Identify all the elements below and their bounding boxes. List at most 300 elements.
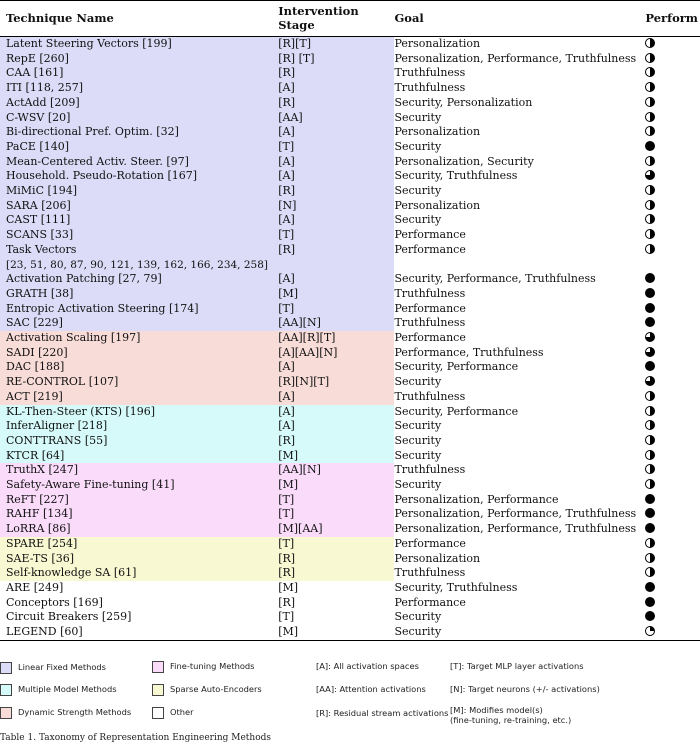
cell-technique-name	[0, 478, 278, 493]
table-row	[0, 375, 700, 390]
cell-performance	[645, 625, 700, 640]
legend-label-sae: Sparse Auto-Encoders	[170, 684, 262, 694]
performance-indicator-icon	[645, 347, 655, 357]
performance-indicator-icon	[645, 67, 655, 77]
cell-goal: Personalization	[394, 125, 481, 139]
cell-goal: Performance	[394, 331, 466, 345]
table-row	[0, 66, 700, 81]
legend-item-sae	[152, 684, 262, 696]
technique-name: RAHF [134]	[6, 507, 73, 521]
technique-name: SCANS [33]	[6, 228, 74, 242]
cell-goal: Personalization, Performance, Truthfulness	[394, 522, 637, 536]
cell-technique-name	[0, 316, 278, 331]
cell-performance	[645, 360, 700, 375]
cell-performance	[645, 405, 700, 420]
cell-performance	[645, 375, 700, 390]
cell-performance	[645, 213, 700, 228]
technique-name: ReFT [227]	[6, 492, 69, 506]
cell-performance	[645, 610, 700, 625]
cell-technique-name	[0, 405, 278, 420]
cell-goal: Security	[394, 139, 442, 153]
performance-indicator-icon	[645, 273, 655, 283]
performance-indicator-icon	[645, 170, 655, 180]
cell-intervention-stage: [A]	[278, 419, 394, 434]
cell-performance	[645, 37, 700, 52]
legend-swatch-sae	[152, 684, 164, 696]
technique-name: CAA [161]	[6, 66, 64, 80]
table-row	[0, 52, 700, 67]
legend-swatch-finetune	[152, 661, 164, 673]
cell-performance	[645, 449, 700, 464]
cell-technique-name	[0, 243, 278, 272]
legend-code-m: [M]: Modifies model(s)	[450, 705, 543, 715]
legend-code-a: [A]: All activation spaces	[316, 661, 419, 671]
cell-intervention-stage: [R]	[278, 552, 394, 567]
technique-name: DAC [188]	[6, 360, 65, 374]
cell-technique-name	[0, 434, 278, 449]
cell-performance	[645, 566, 700, 581]
cell-technique-name	[0, 566, 278, 581]
cell-goal: Performance	[394, 301, 466, 315]
performance-indicator-icon	[645, 553, 655, 563]
performance-indicator-icon	[645, 435, 655, 445]
cell-goal: Security	[394, 625, 442, 639]
cell-goal: Truthfulness	[394, 286, 466, 300]
table-row	[0, 96, 700, 111]
cell-performance	[645, 581, 700, 596]
technique-name: Self-knowledge SA [61]	[6, 566, 137, 580]
cell-performance	[645, 184, 700, 199]
table-row	[0, 184, 700, 199]
table-row	[0, 140, 700, 155]
table-row	[0, 302, 700, 317]
cell-technique-name	[0, 537, 278, 552]
cell-goal: Truthfulness	[394, 81, 466, 95]
technique-name: SAC [229]	[6, 316, 63, 330]
cell-intervention-stage: [R]	[278, 566, 394, 581]
table-row	[0, 596, 700, 611]
table-row	[0, 566, 700, 581]
cell-performance	[645, 390, 700, 405]
table-row	[0, 228, 700, 243]
legend-code-n: [N]: Target neurons (+/- activations)	[450, 684, 600, 694]
cell-goal: Security, Performance, Truthfulness	[394, 272, 596, 286]
table-row	[0, 316, 700, 331]
performance-indicator-icon	[645, 112, 655, 122]
table-row	[0, 111, 700, 126]
cell-technique-name	[0, 419, 278, 434]
performance-indicator-icon	[645, 420, 655, 430]
cell-performance	[645, 272, 700, 287]
technique-name: ActAdd [209]	[6, 95, 80, 109]
performance-indicator-icon	[645, 376, 655, 386]
technique-name: Activation Scaling [197]	[6, 331, 141, 345]
cell-goal: Performance	[394, 228, 466, 242]
cell-performance	[645, 199, 700, 214]
table-row	[0, 507, 700, 522]
cell-technique-name	[0, 390, 278, 405]
performance-indicator-icon	[645, 288, 655, 298]
technique-name: SADI [220]	[6, 345, 68, 359]
technique-name: Activation Patching [27, 79]	[6, 272, 162, 286]
performance-indicator-icon	[645, 53, 655, 63]
cell-performance	[645, 537, 700, 552]
legend-code-t: [T]: Target MLP layer activations	[450, 661, 584, 671]
cell-intervention-stage: [M]	[278, 581, 394, 596]
cell-intervention-stage: [A]	[278, 81, 394, 96]
performance-indicator-icon	[645, 361, 655, 371]
cell-technique-name	[0, 596, 278, 611]
cell-goal: Performance, Truthfulness	[394, 345, 544, 359]
performance-indicator-icon	[645, 494, 655, 504]
legend-code-r: [R]: Residual stream activations	[316, 708, 449, 718]
cell-technique-name	[0, 96, 278, 111]
table-row	[0, 331, 700, 346]
performance-indicator-icon	[645, 229, 655, 239]
cell-technique-name	[0, 169, 278, 184]
table-row	[0, 346, 700, 361]
table-row	[0, 463, 700, 478]
performance-indicator-icon	[645, 126, 655, 136]
cell-intervention-stage: [R]	[278, 243, 394, 272]
cell-technique-name	[0, 199, 278, 214]
cell-goal: Personalization	[394, 37, 481, 50]
header-goal: Goal	[394, 11, 424, 25]
technique-name: Household. Pseudo-Rotation [167]	[6, 169, 198, 183]
cell-performance	[645, 478, 700, 493]
table-row	[0, 155, 700, 170]
technique-citations: [23, 51, 80, 87, 90, 121, 139, 162, 166, 234, 258]	[6, 258, 268, 271]
cell-technique-name	[0, 610, 278, 625]
technique-name: RepE [260]	[6, 51, 69, 65]
cell-goal: Security	[394, 478, 442, 492]
cell-technique-name	[0, 213, 278, 228]
cell-technique-name	[0, 140, 278, 155]
cell-intervention-stage: [A]	[278, 169, 394, 184]
legend-code-aa: [AA]: Attention activations	[316, 684, 426, 694]
cell-intervention-stage: [T]	[278, 493, 394, 508]
table-row	[0, 360, 700, 375]
cell-intervention-stage: [A]	[278, 125, 394, 140]
cell-goal: Security	[394, 448, 442, 462]
cell-technique-name	[0, 581, 278, 596]
table-row	[0, 81, 700, 96]
cell-technique-name	[0, 552, 278, 567]
cell-performance	[645, 316, 700, 331]
legend-label-finetune: Fine-tuning Methods	[170, 661, 255, 671]
performance-indicator-icon	[645, 567, 655, 577]
cell-technique-name	[0, 346, 278, 361]
cell-intervention-stage: [AA][N]	[278, 316, 394, 331]
technique-name: C-WSV [20]	[6, 110, 71, 124]
table-row	[0, 213, 700, 228]
cell-performance	[645, 463, 700, 478]
cell-goal: Personalization, Security	[394, 154, 534, 168]
cell-intervention-stage: [A]	[278, 405, 394, 420]
cell-performance	[645, 493, 700, 508]
cell-technique-name	[0, 463, 278, 478]
legend-swatch-dynamic	[0, 707, 12, 719]
technique-name: SARA [206]	[6, 198, 71, 212]
cell-performance	[645, 169, 700, 184]
cell-technique-name	[0, 302, 278, 317]
cell-technique-name	[0, 81, 278, 96]
cell-performance	[645, 346, 700, 361]
technique-name: Entropic Activation Steering [174]	[6, 301, 199, 315]
cell-goal: Performance	[394, 536, 466, 550]
cell-goal: Security	[394, 375, 442, 389]
performance-indicator-icon	[645, 317, 655, 327]
cell-performance	[645, 552, 700, 567]
cell-technique-name	[0, 184, 278, 199]
legend-item-finetune	[152, 661, 255, 673]
performance-indicator-icon	[645, 332, 655, 342]
cell-intervention-stage: [R] [T]	[278, 52, 394, 67]
cell-intervention-stage: [M]	[278, 449, 394, 464]
performance-indicator-icon	[645, 597, 655, 607]
cell-goal: Security	[394, 610, 442, 624]
performance-indicator-icon	[645, 479, 655, 489]
cell-intervention-stage: [M]	[278, 625, 394, 640]
table-row	[0, 243, 700, 272]
legend	[0, 652, 640, 732]
cell-goal: Security	[394, 433, 442, 447]
table-row	[0, 449, 700, 464]
cell-technique-name	[0, 66, 278, 81]
cell-technique-name	[0, 360, 278, 375]
cell-intervention-stage: [M][AA]	[278, 522, 394, 537]
cell-performance	[645, 96, 700, 111]
cell-intervention-stage: [A]	[278, 390, 394, 405]
technique-name: KTCR [64]	[6, 448, 65, 462]
table-row	[0, 434, 700, 449]
cell-performance	[645, 52, 700, 67]
performance-indicator-icon	[645, 508, 655, 518]
legend-item-multiple	[0, 684, 117, 696]
cell-intervention-stage: [T]	[278, 302, 394, 317]
cell-technique-name	[0, 493, 278, 508]
technique-name: RE-CONTROL [107]	[6, 375, 119, 389]
cell-technique-name	[0, 228, 278, 243]
performance-indicator-icon	[645, 303, 655, 313]
performance-indicator-icon	[645, 244, 655, 254]
legend-swatch-multiple	[0, 684, 12, 696]
cell-intervention-stage: [AA][R][T]	[278, 331, 394, 346]
cell-goal: Personalization, Performance, Truthfulness	[394, 507, 637, 521]
cell-intervention-stage: [AA][N]	[278, 463, 394, 478]
cell-technique-name	[0, 375, 278, 390]
cell-intervention-stage: [M]	[278, 478, 394, 493]
cell-technique-name	[0, 272, 278, 287]
header-technique-name: Technique Name	[6, 11, 114, 25]
technique-name: MiMiC [194]	[6, 184, 78, 198]
table-row	[0, 419, 700, 434]
cell-technique-name	[0, 507, 278, 522]
technique-name: CAST [111]	[6, 213, 71, 227]
cell-performance	[645, 81, 700, 96]
cell-performance	[645, 419, 700, 434]
cell-performance	[645, 140, 700, 155]
technique-name: ITI [118, 257]	[6, 81, 84, 95]
cell-technique-name	[0, 52, 278, 67]
cell-performance	[645, 507, 700, 522]
performance-indicator-icon	[645, 185, 655, 195]
technique-name: SAE-TS [36]	[6, 551, 74, 565]
cell-goal: Security, Truthfulness	[394, 169, 518, 183]
cell-performance	[645, 302, 700, 317]
performance-indicator-icon	[645, 450, 655, 460]
technique-name: GRATH [38]	[6, 286, 74, 300]
performance-indicator-icon	[645, 97, 655, 107]
table-row	[0, 287, 700, 302]
cell-intervention-stage: [AA]	[278, 111, 394, 126]
performance-indicator-icon	[645, 626, 655, 636]
cell-performance	[645, 331, 700, 346]
performance-indicator-icon	[645, 523, 655, 533]
performance-indicator-icon	[645, 406, 655, 416]
table-row	[0, 522, 700, 537]
cell-intervention-stage: [A]	[278, 155, 394, 170]
cell-intervention-stage: [T]	[278, 228, 394, 243]
cell-intervention-stage: [R][N][T]	[278, 375, 394, 390]
cell-goal: Performance	[394, 595, 466, 609]
cell-goal: Security, Truthfulness	[394, 581, 518, 594]
table-row	[0, 625, 700, 640]
cell-intervention-stage: [A]	[278, 213, 394, 228]
technique-name: KL-Then-Steer (KTS) [196]	[6, 404, 156, 418]
cell-technique-name	[0, 625, 278, 640]
legend-code-m-detail: (fine-tuning, re-training, etc.)	[450, 715, 572, 725]
cell-technique-name	[0, 155, 278, 170]
technique-name: PaCE [140]	[6, 139, 69, 153]
technique-name: Safety-Aware Fine-tuning [41]	[6, 478, 175, 492]
cell-intervention-stage: [R]	[278, 434, 394, 449]
legend-item-other	[152, 707, 194, 719]
legend-swatch-other	[152, 707, 164, 719]
cell-technique-name	[0, 111, 278, 126]
technique-name: LoRRA [86]	[6, 522, 71, 536]
cell-intervention-stage: [R][T]	[278, 37, 394, 52]
cell-performance	[645, 596, 700, 611]
cell-intervention-stage: [T]	[278, 140, 394, 155]
cell-goal: Personalization	[394, 551, 481, 565]
technique-name: Circuit Breakers [259]	[6, 610, 132, 624]
cell-goal: Security, Personalization	[394, 95, 533, 109]
cell-performance	[645, 66, 700, 81]
performance-indicator-icon	[645, 156, 655, 166]
cell-intervention-stage: [A]	[278, 272, 394, 287]
table-row	[0, 37, 700, 52]
cell-goal: Security, Performance	[394, 404, 519, 418]
table-row	[0, 169, 700, 184]
technique-name: Latent Steering Vectors [199]	[6, 37, 172, 50]
performance-indicator-icon	[645, 214, 655, 224]
table-row	[0, 537, 700, 552]
performance-indicator-icon	[645, 391, 655, 401]
cell-intervention-stage: [R]	[278, 96, 394, 111]
cell-performance	[645, 287, 700, 302]
technique-name: Bi-directional Pref. Optim. [32]	[6, 125, 179, 139]
cell-technique-name	[0, 522, 278, 537]
cell-goal: Truthfulness	[394, 66, 466, 80]
table-body	[0, 37, 700, 641]
performance-indicator-icon	[645, 82, 655, 92]
table-row	[0, 610, 700, 625]
table-row	[0, 581, 700, 596]
table-row	[0, 390, 700, 405]
cell-goal: Personalization, Performance	[394, 492, 559, 506]
table-header-row	[0, 1, 700, 37]
performance-indicator-icon	[645, 38, 655, 48]
cell-intervention-stage: [T]	[278, 610, 394, 625]
cell-performance	[645, 243, 700, 272]
cell-performance	[645, 125, 700, 140]
performance-indicator-icon	[645, 464, 655, 474]
cell-goal: Truthfulness	[394, 316, 466, 330]
cell-goal: Security	[394, 419, 442, 433]
cell-technique-name	[0, 125, 278, 140]
technique-name: InferAligner [218]	[6, 419, 108, 433]
technique-name: Task Vectors	[6, 242, 77, 256]
cell-performance	[645, 522, 700, 537]
technique-name: LEGEND [60]	[6, 625, 83, 639]
cell-goal: Personalization, Performance, Truthfulness	[394, 51, 637, 65]
cell-goal: Security	[394, 213, 442, 227]
cell-technique-name	[0, 37, 278, 52]
technique-name: CONTTRANS [55]	[6, 433, 108, 447]
technique-name: ACT [219]	[6, 389, 63, 403]
table-row	[0, 125, 700, 140]
cell-goal: Security	[394, 110, 442, 124]
performance-indicator-icon	[645, 582, 655, 592]
table-caption: Table 1. Taxonomy of Representation Engineering Methods	[0, 733, 272, 743]
cell-intervention-stage: [T]	[278, 537, 394, 552]
technique-name: ARE [249]	[6, 581, 64, 594]
table-row	[0, 405, 700, 420]
technique-name: Mean-Centered Activ. Steer. [97]	[6, 154, 189, 168]
cell-performance	[645, 155, 700, 170]
performance-indicator-icon	[645, 611, 655, 621]
cell-goal: Truthfulness	[394, 463, 466, 477]
cell-goal: Performance	[394, 242, 466, 256]
header-performance: Perform	[645, 11, 698, 25]
cell-intervention-stage: [R]	[278, 66, 394, 81]
table-row	[0, 493, 700, 508]
cell-intervention-stage: [R]	[278, 596, 394, 611]
performance-indicator-icon	[645, 200, 655, 210]
cell-performance	[645, 434, 700, 449]
legend-label-dynamic: Dynamic Strength Methods	[18, 707, 132, 717]
cell-intervention-stage: [A][AA][N]	[278, 346, 394, 361]
performance-indicator-icon	[645, 141, 655, 151]
cell-goal: Security, Performance	[394, 360, 519, 374]
table-row	[0, 552, 700, 567]
cell-intervention-stage: [M]	[278, 287, 394, 302]
cell-goal: Security	[394, 184, 442, 198]
legend-label-multiple: Multiple Model Methods	[18, 684, 117, 694]
header-intervention-stage: Intervention Stage	[278, 4, 359, 32]
legend-item-dynamic	[0, 707, 131, 719]
cell-technique-name	[0, 449, 278, 464]
cell-performance	[645, 228, 700, 243]
cell-performance	[645, 111, 700, 126]
legend-label-other: Other	[170, 707, 194, 717]
cell-intervention-stage: [T]	[278, 507, 394, 522]
cell-intervention-stage: [R]	[278, 184, 394, 199]
technique-name: TruthX [247]	[6, 463, 79, 477]
technique-name: SPARE [254]	[6, 536, 78, 550]
table-row	[0, 272, 700, 287]
